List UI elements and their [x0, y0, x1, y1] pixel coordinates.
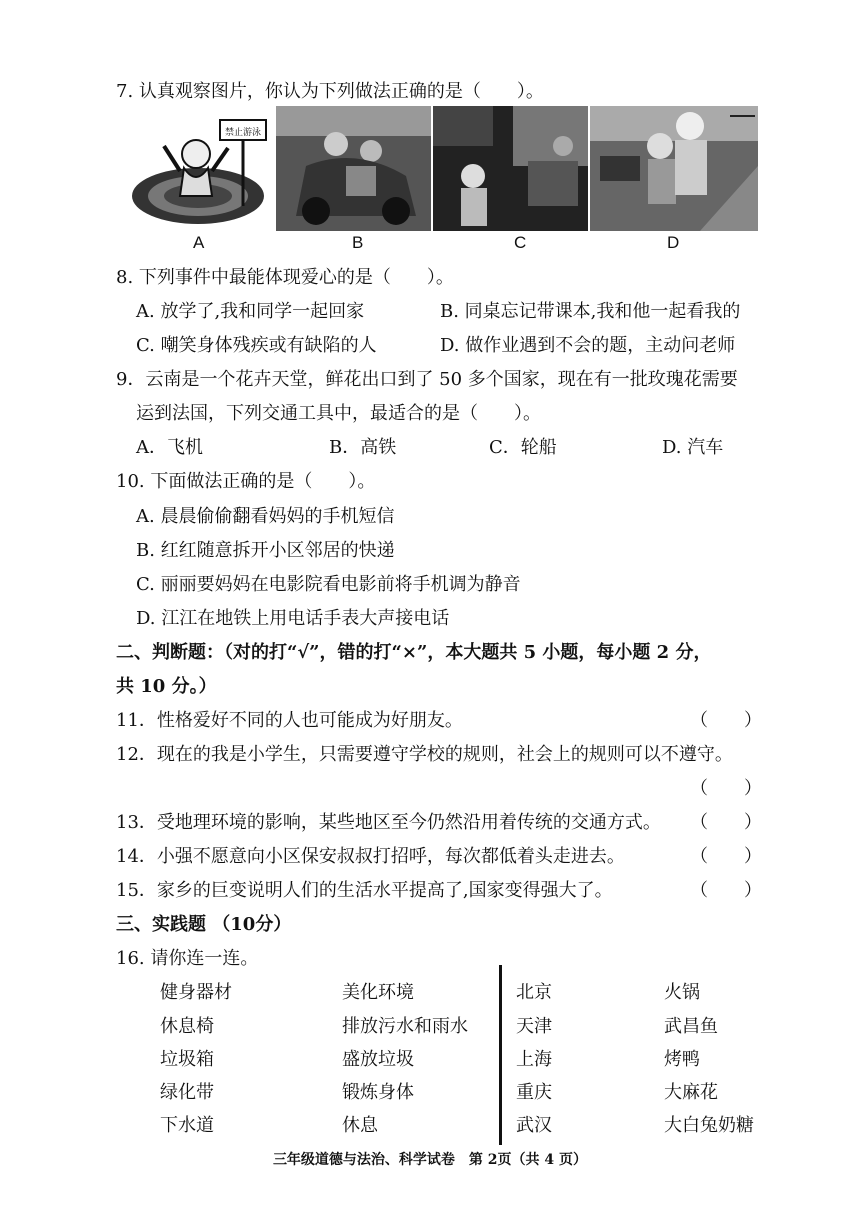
q15-answer-blank[interactable]: （ ） [690, 880, 762, 901]
match-col1-item[interactable]: 下水道 [160, 1115, 214, 1136]
match-col2-item[interactable]: 休息 [342, 1115, 378, 1136]
match-col4-item[interactable]: 火锅 [664, 982, 700, 1003]
picture-a-swimming-image [128, 106, 273, 231]
q13-answer-blank[interactable]: （ ） [690, 812, 762, 833]
match-col2-item[interactable]: 锻炼身体 [342, 1082, 414, 1103]
option-d-label: D [667, 233, 680, 252]
q8-option-a: A. 放学了,我和同学一起回家 [136, 301, 365, 322]
option-c-label: C [514, 233, 527, 252]
q11-answer-blank[interactable]: （ ） [690, 710, 762, 731]
q9-option-b: B．高铁 [329, 437, 397, 458]
match-col2-item[interactable]: 美化环境 [342, 982, 414, 1003]
judge-q13: 13．受地理环境的影响，某些地区至今仍然沿用着传统的交通方式。 [116, 812, 661, 833]
q14-answer-blank[interactable]: （ ） [690, 846, 762, 867]
match-col4-item[interactable]: 武昌鱼 [664, 1016, 718, 1037]
match-col2-item[interactable]: 盛放垃圾 [342, 1049, 414, 1070]
q7-pictures [128, 106, 758, 231]
q9-option-a: A．飞机 [136, 437, 203, 458]
q9-stem-line1: 9．云南是一个花卉天堂，鲜花出口到了 50 多个国家，现在有一批玫瑰花需要 [116, 369, 738, 390]
option-a-label: A [193, 233, 205, 252]
q8-stem: 8. 下列事件中最能体现爱心的是（ ）。 [116, 267, 454, 288]
q16-stem: 16. 请你连一连。 [116, 948, 259, 969]
q8-option-c: C. 嘲笑身体残疾或有缺陷的人 [136, 335, 377, 356]
page-footer: 三年级道德与法治、科学试卷 第 2页（共 4 页） [272, 1152, 588, 1168]
q10-option-c: C. 丽丽要妈妈在电影院看电影前将手机调为静音 [136, 574, 521, 595]
match-col1-item[interactable]: 休息椅 [160, 1016, 214, 1037]
picture-d-image [590, 106, 758, 231]
q12-answer-blank[interactable]: （ ） [690, 778, 762, 799]
q9-option-d: D. 汽车 [662, 437, 724, 458]
section2-title-line1: 二、判断题：（对的打“√”，错的打“×”，本大题共 5 小题，每小题 2 分， [116, 642, 712, 663]
q9-stem-line2: 运到法国，下列交通工具中，最适合的是（ ）。 [136, 403, 541, 424]
match-col1-item[interactable]: 绿化带 [160, 1082, 214, 1103]
match-col3-item[interactable]: 上海 [516, 1049, 552, 1070]
judge-q15: 15．家乡的巨变说明人们的生活水平提高了,国家变得强大了。 [116, 880, 613, 901]
match-divider [499, 965, 502, 1145]
match-col1-item[interactable]: 健身器材 [160, 982, 232, 1003]
q7-stem: 7. 认真观察图片，你认为下列做法正确的是（ ）。 [116, 81, 544, 102]
section3-title: 三、实践题 （10分） [116, 914, 292, 935]
match-col3-item[interactable]: 北京 [516, 982, 552, 1003]
sign-text: 禁止游泳 [225, 128, 262, 138]
judge-q12: 12．现在的我是小学生，只需要遵守学校的规则，社会上的规则可以不遵守。 [116, 744, 733, 765]
match-col2-item[interactable]: 排放污水和雨水 [342, 1016, 468, 1037]
q9-option-c: C．轮船 [489, 437, 557, 458]
q10-option-d: D. 江江在地铁上用电话手表大声接电话 [136, 608, 450, 629]
q8-option-d: D. 做作业遇到不会的题，主动问老师 [440, 335, 736, 356]
picture-c-image [433, 106, 588, 231]
judge-q11: 11．性格爱好不同的人也可能成为好朋友。 [116, 710, 463, 731]
match-col1-item[interactable]: 垃圾箱 [160, 1049, 214, 1070]
match-col3-item[interactable]: 天津 [516, 1016, 552, 1037]
match-col4-item[interactable]: 大麻花 [664, 1082, 718, 1103]
q10-option-a: A. 晨晨偷偷翻看妈妈的手机短信 [136, 506, 395, 527]
q8-option-b: B. 同桌忘记带课本,我和他一起看我的 [440, 301, 741, 322]
picture-b-image [276, 106, 431, 231]
q10-option-b: B. 红红随意拆开小区邻居的快递 [136, 540, 395, 561]
match-col3-item[interactable]: 武汉 [516, 1115, 552, 1136]
judge-q14: 14．小强不愿意向小区保安叔叔打招呼，每次都低着头走进去。 [116, 846, 625, 867]
section2-title-line2: 共 10 分。） [116, 676, 217, 697]
match-col3-item[interactable]: 重庆 [516, 1082, 552, 1103]
match-col4-item[interactable]: 烤鸭 [664, 1049, 700, 1070]
q10-stem: 10. 下面做法正确的是（ ）。 [116, 471, 376, 492]
match-col4-item[interactable]: 大白兔奶糖 [664, 1115, 754, 1136]
option-b-label: B [352, 233, 364, 252]
